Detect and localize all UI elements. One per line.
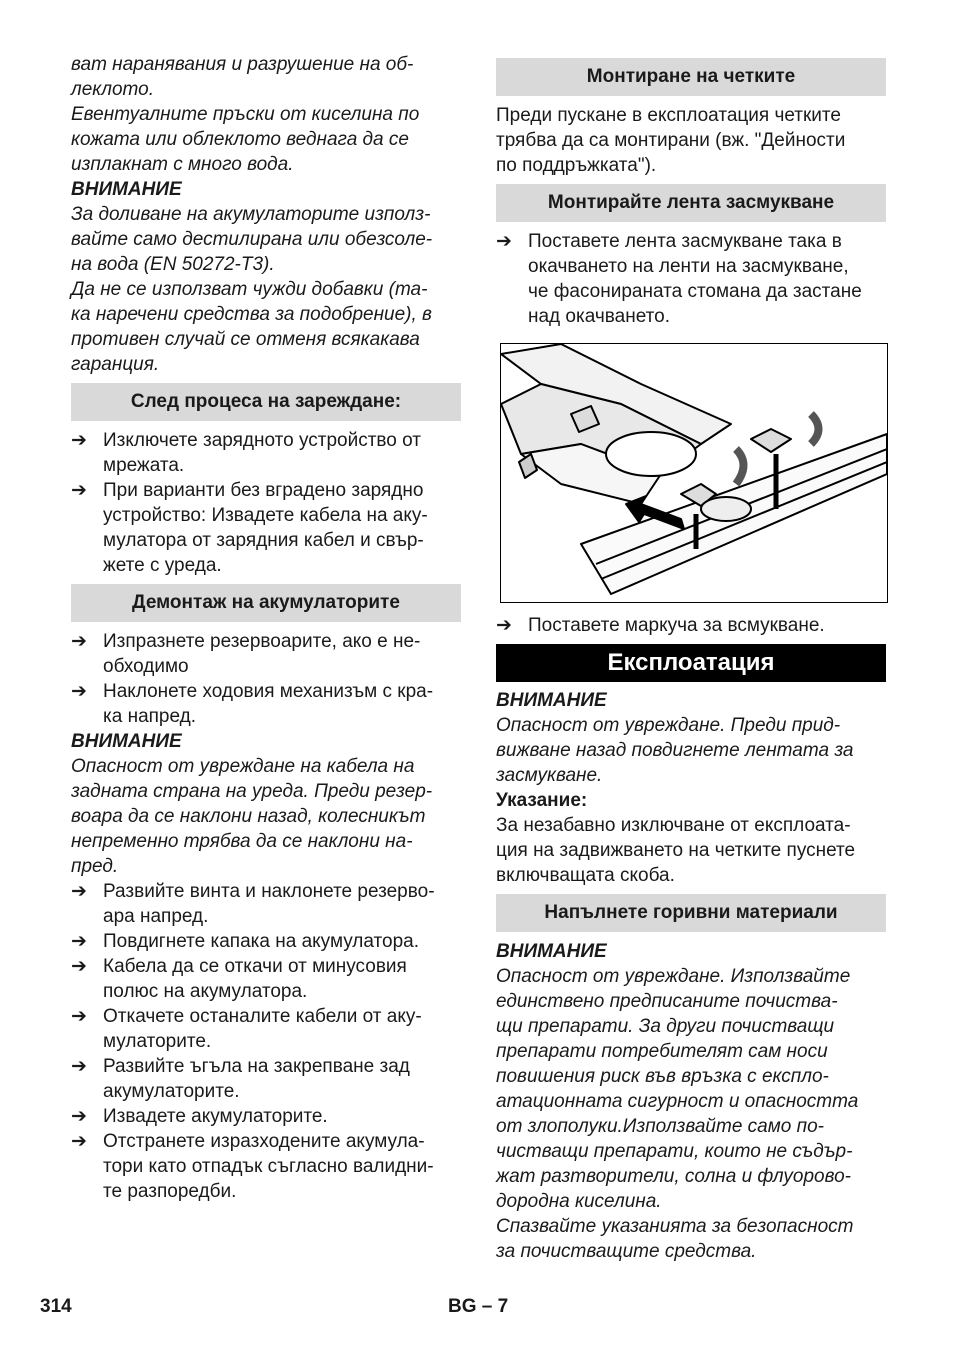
- text-line: За незабавно изключване от експлоата-: [496, 815, 851, 836]
- arrow-right-icon: ➔: [71, 631, 87, 652]
- text-line: дородна киселина.: [496, 1191, 662, 1212]
- after-charging-list: [71, 428, 461, 578]
- left-column: [71, 52, 461, 1204]
- list-item: [71, 1104, 461, 1129]
- text-line: пред.: [71, 856, 119, 877]
- text-line: атационната сигурност и опасността: [496, 1091, 859, 1112]
- arrow-right-icon: ➔: [71, 881, 87, 902]
- text-line: Евентуалните пръски от киселина по: [71, 104, 420, 125]
- text-line: по поддръжката").: [496, 155, 657, 176]
- list-item: [71, 1129, 461, 1204]
- list-item: [71, 879, 461, 929]
- list-item-line: Изпразнете резервоарите, ако е не-: [103, 631, 421, 652]
- text-line: на вода (EN 50272-T3).: [71, 254, 275, 275]
- text-line: изплакнат с много вода.: [71, 154, 294, 175]
- list-item-line: Отстранете изразходените акумула-: [103, 1131, 425, 1152]
- list-item-line: мулаторите.: [103, 1031, 212, 1052]
- right-column: [496, 52, 886, 1264]
- note-text: [496, 813, 886, 888]
- arrow-right-icon: ➔: [71, 1056, 87, 1077]
- text-line: ка наречени средства за подобрение), в: [71, 304, 432, 325]
- list-item-line: мулатора от зарядния кабел и свър-: [103, 530, 424, 551]
- section-heading-fill-consumables: Напълнете горивни материали: [496, 894, 886, 932]
- list-item-line: Изключете зарядното устройство от: [103, 430, 421, 451]
- arrow-right-icon: ➔: [496, 231, 512, 252]
- list-item-line: Извадете акумулаторите.: [103, 1106, 328, 1127]
- arrow-right-icon: ➔: [71, 681, 87, 702]
- list-item-line: устройство: Извадете кабела на аку-: [103, 505, 428, 526]
- list-item-line: При варианти без вградено зарядно: [103, 480, 424, 501]
- text-line: единствено предписаните почиства-: [496, 991, 838, 1012]
- page-section-label: BG – 7: [448, 1296, 509, 1317]
- arrow-right-icon: ➔: [71, 1131, 87, 1152]
- text-line: Да не се използват чужди добавки (та-: [71, 279, 428, 300]
- warning-label: ВНИМАНИЕ: [496, 941, 607, 962]
- note-label: Указание:: [496, 790, 588, 811]
- chapter-heading-operation: Експлоатация: [496, 644, 886, 682]
- list-item: [71, 1004, 461, 1054]
- list-item-line: ара напред.: [103, 906, 209, 927]
- arrow-right-icon: ➔: [71, 931, 87, 952]
- text-line: препарати потребителят сам носи: [496, 1041, 828, 1062]
- list-item-line: над окачването.: [528, 306, 670, 327]
- squeegee-diagram: [501, 344, 887, 602]
- text-line: щи препарати. За други почистващи: [496, 1016, 835, 1037]
- list-item-line: Поставете маркуча за всмукване.: [528, 615, 825, 636]
- list-item-line: те разпоредби.: [103, 1181, 237, 1202]
- text-line: засмукване.: [496, 765, 603, 786]
- list-item-line: Поставете лента засмукване така в: [528, 231, 842, 252]
- text-line: гаранция.: [71, 354, 160, 375]
- text-line: За доливане на акумулаторите използ-: [71, 204, 431, 225]
- list-item: [71, 679, 461, 729]
- list-item-line: Развийте винта и наклонете резерво-: [103, 881, 435, 902]
- intro-text: [71, 52, 461, 177]
- arrow-right-icon: ➔: [496, 615, 512, 636]
- list-item: [71, 954, 461, 1004]
- warning-text: [496, 713, 886, 788]
- list-item: [496, 229, 886, 329]
- text-line: повишения риск във връзка с експло-: [496, 1066, 829, 1087]
- text-line: чистващи препарати, които не съдър-: [496, 1141, 853, 1162]
- list-item-line: полюс на акумулатора.: [103, 981, 308, 1002]
- arrow-right-icon: ➔: [71, 1006, 87, 1027]
- list-item-line: мрежата.: [103, 455, 185, 476]
- text-line: леклото.: [71, 79, 154, 100]
- list-item-line: жете с уреда.: [103, 555, 222, 576]
- squeegee-list: [496, 229, 886, 329]
- text-line: от злополуки.Използвайте само по-: [496, 1116, 824, 1137]
- list-item: [71, 629, 461, 679]
- brush-mounting-text: [496, 103, 886, 178]
- arrow-right-icon: ➔: [71, 480, 87, 501]
- text-line: Опасност от увреждане на кабела на: [71, 756, 415, 777]
- text-line: Преди пускане в експлоатация четките: [496, 105, 841, 126]
- text-line: кожата или облеклото веднага да се: [71, 129, 409, 150]
- section-heading-brush-mounting: Монтиране на четките: [496, 58, 886, 96]
- arrow-right-icon: ➔: [71, 430, 87, 451]
- warning-text: [71, 202, 461, 377]
- hose-list: [496, 613, 886, 638]
- text-line: Опасност от увреждане. Използвайте: [496, 966, 851, 987]
- warning-text: [71, 754, 461, 879]
- text-line: ват наранявания и разрушение на об-: [71, 54, 414, 75]
- text-line: непременно трябва да се наклони на-: [71, 831, 413, 852]
- warning-label: ВНИМАНИЕ: [71, 731, 182, 752]
- section-heading-battery-removal: Демонтаж на акумулаторите: [71, 584, 461, 622]
- warning-label: ВНИМАНИЕ: [496, 690, 607, 711]
- list-item-line: че фасонираната стомана да застане: [528, 281, 862, 302]
- page-number: 314: [40, 1296, 72, 1317]
- list-item: [71, 929, 461, 954]
- battery-removal-steps: [71, 879, 461, 1204]
- section-heading-squeegee: Монтирайте лента засмукване: [496, 184, 886, 222]
- warning-label: ВНИМАНИЕ: [71, 179, 182, 200]
- list-item-line: окачването на ленти на засмукване,: [528, 256, 849, 277]
- list-item: [71, 478, 461, 578]
- list-item-line: обходимо: [103, 656, 189, 677]
- text-line: Спазвайте указанията за безопасност: [496, 1216, 854, 1237]
- text-line: за почистващите средства.: [496, 1241, 757, 1262]
- list-item: [71, 428, 461, 478]
- text-line: вижване назад повдигнете лентата за: [496, 740, 854, 761]
- text-line: задната страна на уреда. Преди резер-: [71, 781, 433, 802]
- list-item-line: акумулаторите.: [103, 1081, 240, 1102]
- squeegee-mounting-illustration: [500, 343, 888, 603]
- text-line: вайте само дестилирана или обезсоле-: [71, 229, 433, 250]
- list-item: [496, 613, 886, 638]
- text-line: воара да се наклони назад, колесникът: [71, 806, 426, 827]
- list-item-line: Кабела да се откачи от минусовия: [103, 956, 407, 977]
- list-item-line: Развийте ъгъла на закрепване зад: [103, 1056, 410, 1077]
- list-item-line: Повдигнете капака на акумулатора.: [103, 931, 420, 952]
- text-line: ция на задвижването на четките пуснете: [496, 840, 856, 861]
- list-item-line: Наклонете ходовия механизъм с кра-: [103, 681, 434, 702]
- list-item: [71, 1054, 461, 1104]
- list-item-line: тори като отпадък съгласно валидни-: [103, 1156, 434, 1177]
- battery-removal-list: [71, 629, 461, 729]
- list-item-line: ка напред.: [103, 706, 197, 727]
- text-line: трябва да са монтирани (вж. "Дейности: [496, 130, 846, 151]
- text-line: жат разтворители, солна и флуорово-: [496, 1166, 851, 1187]
- section-heading-after-charging: След процеса на зареждане:: [71, 383, 461, 421]
- warning-text: [496, 964, 886, 1264]
- arrow-right-icon: ➔: [71, 956, 87, 977]
- list-item-line: Откачете останалите кабели от аку-: [103, 1006, 422, 1027]
- text-line: Опасност от увреждане. Преди прид-: [496, 715, 841, 736]
- text-line: противен случай се отменя всякакава: [71, 329, 420, 350]
- arrow-right-icon: ➔: [71, 1106, 87, 1127]
- text-line: включващата скоба.: [496, 865, 675, 886]
